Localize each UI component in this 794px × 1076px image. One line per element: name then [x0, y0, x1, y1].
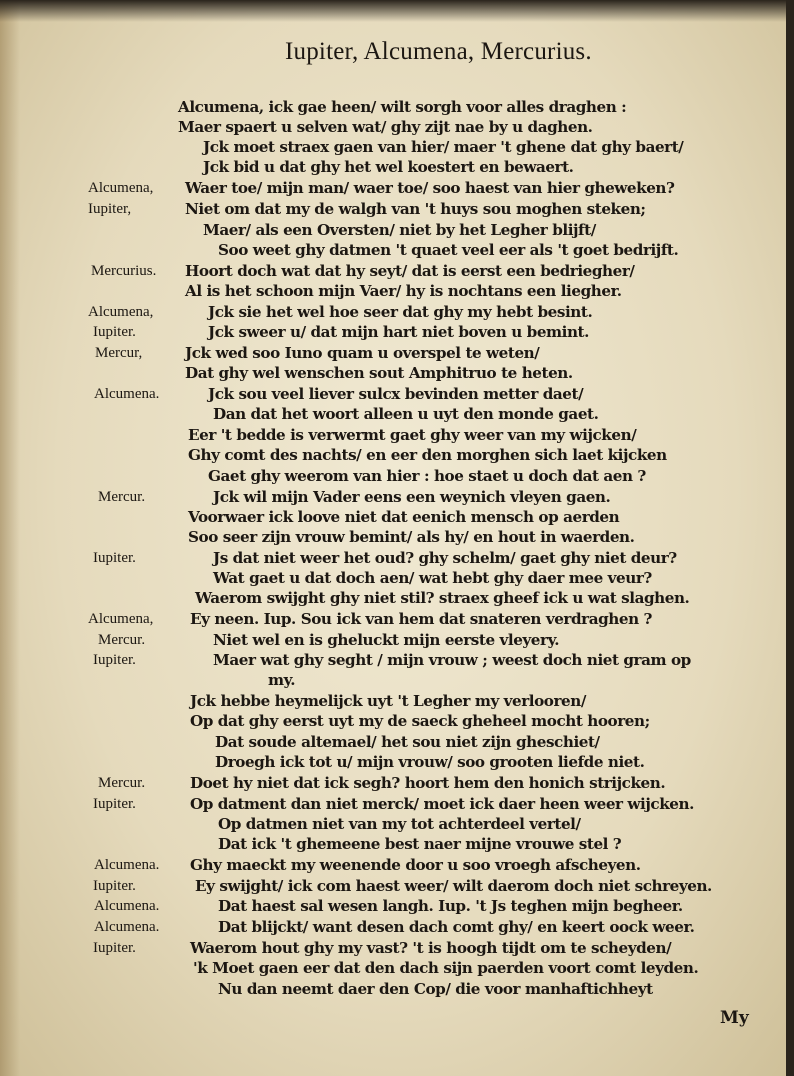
- verse-text-line: Jck sou veel liever sulcx bevinden metter daet/: [208, 385, 584, 403]
- verse-text-line: Wat gaet u dat doch aen/ wat hebt ghy daer mee veur?: [213, 569, 652, 587]
- speaker-label: Mercur,: [95, 345, 143, 361]
- verse-text-line: Js dat niet weer het oud? ghy schelm/ gaet ghy niet deur?: [213, 549, 677, 567]
- speaker-label: Iupiter.: [93, 796, 136, 812]
- verse-line: [0, 198, 794, 220]
- catchword: My: [720, 1008, 749, 1028]
- verse-text-line: Op datment dan niet merck/ moet ick daer heen weer wijcken.: [190, 795, 694, 813]
- verse-line: [0, 608, 794, 630]
- verse-text-line: Dat blijckt/ want desen dach comt ghy/ en keert oock weer.: [218, 918, 695, 936]
- verse-line: [0, 280, 794, 302]
- verse-line: [0, 649, 794, 671]
- verse-line: [0, 978, 794, 1000]
- verse-text-line: Gaet ghy weerom van hier : hoe staet u doch dat aen ?: [208, 467, 646, 485]
- verse-text-line: Eer 't bedde is verwermt gaet ghy weer van my wijcken/: [188, 426, 637, 444]
- speaker-label: Iupiter.: [93, 324, 136, 340]
- verse-text-line: Maer/ als een Oversten/ niet by het Legher blijft/: [203, 221, 596, 239]
- verse-line: [0, 177, 794, 199]
- verse-line: [0, 506, 794, 528]
- speaker-label: Mercurius.: [91, 263, 157, 279]
- verse-text-line: Jck hebbe heymelijck uyt 't Legher my verlooren/: [190, 692, 586, 710]
- page-top-edge: [0, 0, 794, 22]
- verse-line: [0, 96, 794, 118]
- verse-text-line: my.: [268, 671, 296, 689]
- verse-line: [0, 239, 794, 261]
- verse-text-line: Jck sweer u/ dat mijn hart niet boven u bemint.: [208, 323, 589, 341]
- verse-text-line: Dat soude altemael/ het sou niet zijn gheschiet/: [215, 733, 600, 751]
- verse-line: [0, 813, 794, 835]
- verse-text-line: Ey neen. Iup. Sou ick van hem dat snateren verdraghen ?: [190, 610, 652, 628]
- verse-text-line: Jck bid u dat ghy het wel koestert en bewaert.: [203, 158, 574, 176]
- verse-line: [0, 156, 794, 178]
- verse-line: [0, 772, 794, 794]
- verse-line: [0, 710, 794, 732]
- verse-line: [0, 444, 794, 466]
- verse-line: [0, 526, 794, 548]
- speaker-label: Alcumena,: [88, 611, 154, 627]
- verse-text-line: Waer toe/ mijn man/ waer toe/ soo haest van hier gheweken?: [185, 179, 675, 197]
- verse-line: [0, 587, 794, 609]
- verse-line: [0, 751, 794, 773]
- running-header: Iupiter, Alcumena, Mercurius.: [285, 38, 592, 65]
- verse-text-line: Nu dan neemt daer den Cop/ die voor manhaftichheyt: [218, 980, 653, 998]
- verse-line: [0, 219, 794, 241]
- verse-line: [0, 895, 794, 917]
- verse-line: [0, 116, 794, 138]
- verse-text-line: Dat ick 't ghemeene best naer mijne vrouwe stel ?: [218, 835, 622, 853]
- verse-text-line: Alcumena, ick gae heen/ wilt sorgh voor alles draghen :: [178, 98, 627, 116]
- verse-text-line: Dan dat het woort alleen u uyt den monde gaet.: [213, 405, 599, 423]
- verse-text-line: Jck wil mijn Vader eens een weynich vleyen gaen.: [213, 488, 611, 506]
- verse-line: [0, 301, 794, 323]
- speaker-label: Alcumena.: [94, 898, 160, 914]
- verse-line: [0, 854, 794, 876]
- verse-line: [0, 669, 794, 691]
- verse-text-line: Soo seer zijn vrouw bemint/ als hy/ en hout in waerden.: [188, 528, 635, 546]
- verse-text-line: Waerom swijght ghy niet stil? straex gheef ick u wat slaghen.: [195, 589, 690, 607]
- verse-text-line: Ghy comt des nachts/ en eer den morghen sich laet kijcken: [188, 446, 667, 464]
- verse-text-line: 'k Moet gaen eer dat den dach sijn paerden voort comt leyden.: [193, 959, 699, 977]
- speaker-label: Alcumena.: [94, 386, 160, 402]
- verse-line: [0, 916, 794, 938]
- verse-text-line: Op datmen niet van my tot achterdeel vertel/: [218, 815, 581, 833]
- verse-text-line: Jck wed soo Iuno quam u overspel te weten/: [185, 344, 540, 362]
- verse-text-line: Niet wel en is gheluckt mijn eerste vleyery.: [213, 631, 560, 649]
- speaker-label: Mercur.: [98, 489, 146, 505]
- speaker-label: Iupiter.: [93, 652, 136, 668]
- verse-text-line: Maer wat ghy seght / mijn vrouw ; weest doch niet gram op: [213, 651, 691, 669]
- speaker-label: Alcumena,: [88, 180, 154, 196]
- verse-line: [0, 567, 794, 589]
- speaker-label: Alcumena.: [94, 857, 160, 873]
- verse-text-line: Maer spaert u selven wat/ ghy zijt nae by u daghen.: [178, 118, 593, 136]
- verse-line: [0, 547, 794, 569]
- verse-line: [0, 793, 794, 815]
- verse-line: [0, 690, 794, 712]
- verse-line: [0, 260, 794, 282]
- speaker-label: Mercur.: [98, 632, 146, 648]
- verse-text-line: Soo weet ghy datmen 't quaet veel eer als 't goet bedrijft.: [218, 241, 679, 259]
- verse-line: [0, 362, 794, 384]
- speaker-label: Iupiter.: [93, 550, 136, 566]
- verse-line: [0, 629, 794, 651]
- verse-text-line: Droegh ick tot u/ mijn vrouw/ soo grooten liefde niet.: [215, 753, 645, 771]
- verse-text-line: Ghy maeckt my weenende door u soo vroegh afscheyen.: [190, 856, 641, 874]
- verse-line: [0, 383, 794, 405]
- verse-line: [0, 465, 794, 487]
- verse-text-line: Voorwaer ick loove niet dat eenich mensch op aerden: [188, 508, 620, 526]
- verse-text-line: Hoort doch wat dat hy seyt/ dat is eerst een bedriegher/: [185, 262, 635, 280]
- verse-line: [0, 136, 794, 158]
- verse-text-line: Al is het schoon mijn Vaer/ hy is nochtans een liegher.: [185, 282, 622, 300]
- verse-text-line: Dat haest sal wesen langh. Iup. 't Js teghen mijn begheer.: [218, 897, 683, 915]
- speaker-label: Iupiter,: [88, 201, 132, 217]
- verse-text-line: Doet hy niet dat ick segh? hoort hem den honich strijcken.: [190, 774, 666, 792]
- speaker-label: Mercur.: [98, 775, 146, 791]
- verse-line: [0, 486, 794, 508]
- verse-text-line: Ey swijght/ ick com haest weer/ wilt daerom doch niet schreyen.: [195, 877, 712, 895]
- verse-line: [0, 875, 794, 897]
- verse-text-line: Jck moet straex gaen van hier/ maer 't ghene dat ghy baert/: [203, 138, 684, 156]
- speaker-label: Iupiter.: [93, 878, 136, 894]
- verse-line: [0, 342, 794, 364]
- speaker-label: Alcumena.: [94, 919, 160, 935]
- verse-line: [0, 424, 794, 446]
- verse-line: [0, 957, 794, 979]
- verse-line: [0, 403, 794, 425]
- speaker-label: Iupiter.: [93, 940, 136, 956]
- verse-text-line: Waerom hout ghy my vast? 't is hoogh tijdt om te scheyden/: [190, 939, 672, 957]
- verse-text-line: Dat ghy wel wenschen sout Amphitruo te heten.: [185, 364, 573, 382]
- verse-text-line: Op dat ghy eerst uyt my de saeck gheheel mocht hooren;: [190, 712, 650, 730]
- speaker-label: Alcumena,: [88, 304, 154, 320]
- verse-line: [0, 833, 794, 855]
- verse-line: [0, 321, 794, 343]
- verse-text-line: Niet om dat my de walgh van 't huys sou moghen steken;: [185, 200, 646, 218]
- verse-text-line: Jck sie het wel hoe seer dat ghy my hebt besint.: [208, 303, 593, 321]
- verse-line: [0, 937, 794, 959]
- verse-line: [0, 731, 794, 753]
